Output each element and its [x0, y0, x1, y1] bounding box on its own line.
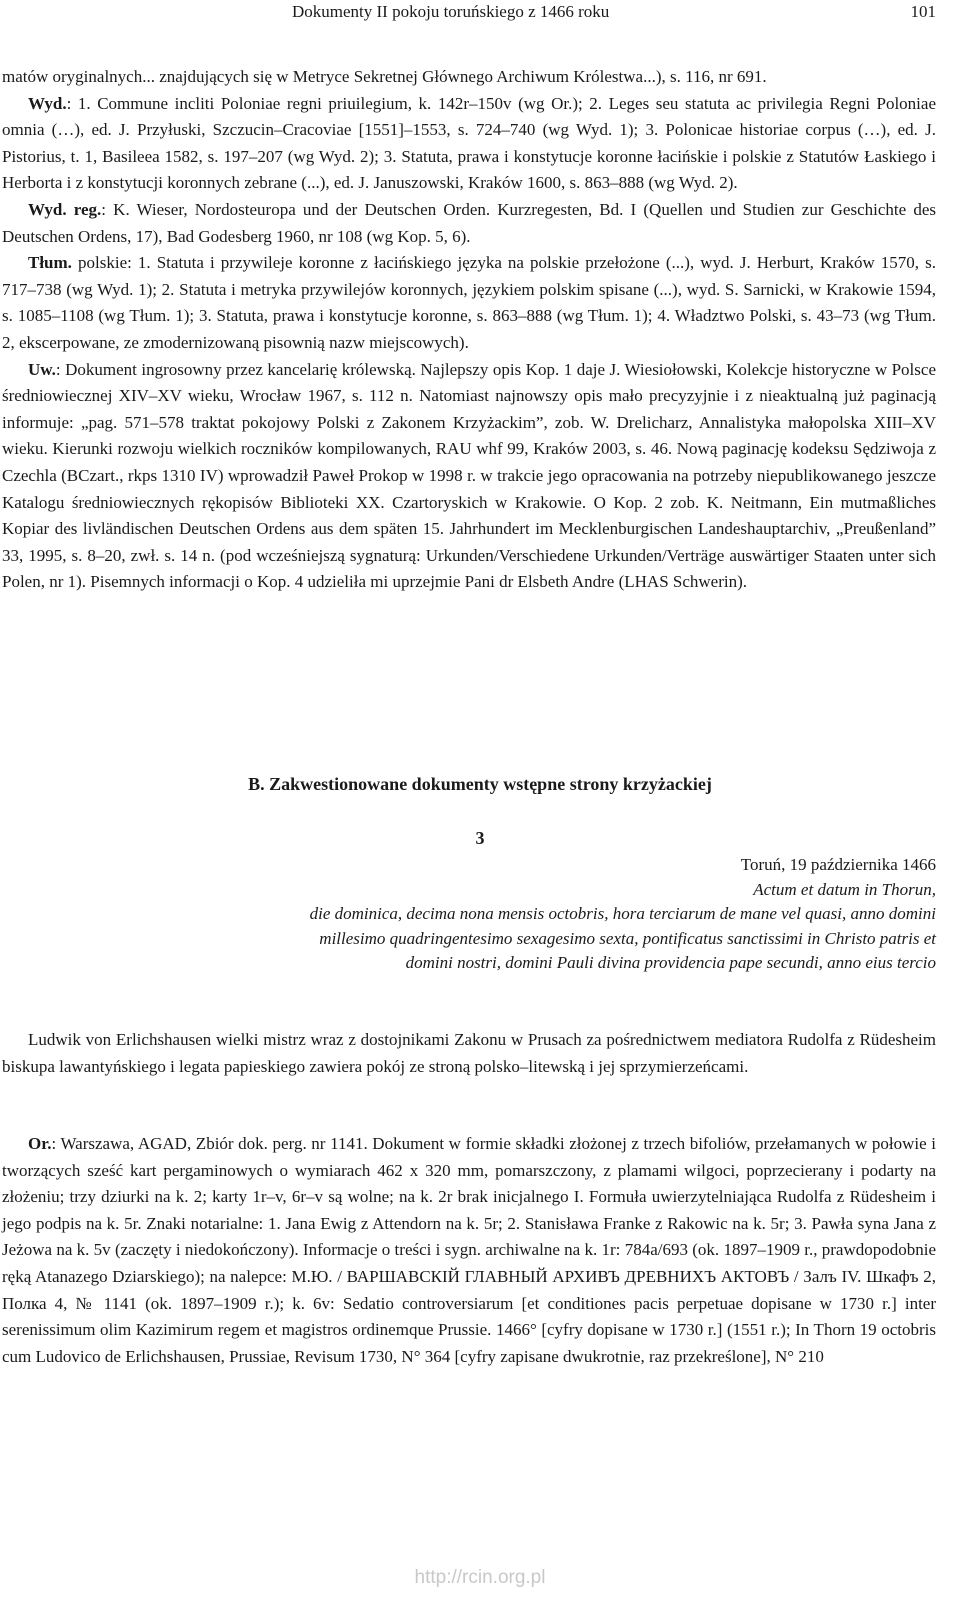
section-heading: B. Zakwestionowane dokumenty wstępne strony krzyżackiej: [248, 774, 712, 794]
translations-paragraph: [2, 250, 936, 356]
regesta-text: : K. Wieser, Nordosteuropa und der Deutschen Orden. Kurzregesten, Bd. I (Quellen und Studien zur Geschichte des Deutschen Ordens, 17), Bad Godesberg 1960, nr 108 (wg Kop. 5, 6).: [2, 199, 937, 246]
original-text: : Warszawa, AGAD, Zbiór dok. perg. nr 1141. Dokument w formie składki złożonej z trzech bifoliów, przełamanych w połowie i tworzących sześć kart pergaminowych o wymiarach 462 x 320 mm, pomarszczony, z plamami wilgoci, poprzecierany i podarty na złożeniu; trzy dziurki na k. 2; karty 1r–v, 6r–v są wolne; na k. 2r brak inicjalnego I. Formuła uwierzytelniająca Rudolfa z Rüdesheim i jego podpis na k. 5r. Znaki notarialne: 1. Jana Ewig z Attendorn na k. 5r; 2. Stanisława Franke z Rakowic na k. 5r; 3. Pawła syna Jana z Jeżowa na k. 5v (zaczęty i niedokończony). Informacje o treści i sygn. archiwalne na k. 1r: 784a/693 (ok. 1897–1909 r., prawdopodobnie ręką Atanazego Dziarskiego); na nalepce: М.Ю. / ВАРШАВСКІЙ ГЛАВНЫЙ АРХИВЪ ДРЕВНИХЪ АКТОВЪ / Залъ IV. Шкафъ 2, Полка 4, № 1141 (ok. 1897–1909 r.); k. 6v: Sedatio controversiarum [et conditiones pacis perpetuae dopisane w 1730 r.] inter serenissimum olim Kazimirum regem et magistros ordinemque Prussie. 1466° [cyfry dopisane w 1730 r.] (1551 r.); In Thorn 19 octobris cum Ludovico de Erlichshausen, Prussiae, Revisum 1730, N° 364 [cyfry zapisane dwukrotnie, raz przekreślone], N° 210: [2, 1134, 936, 1366]
running-title: Dokumenty II pokoju toruńskiego z 1466 roku: [292, 2, 610, 21]
dating-block: [76, 853, 936, 976]
original-label: Or.: [28, 1134, 52, 1153]
regest-block: [2, 1027, 936, 1080]
remarks-text: : Dokument ingrosowny przez kancelarię królewską. Najlepszy opis Kop. 1 daje J. Wiesiołowski, Kolekcje historyczne w Polsce średniowiecznej XIV–XV wieku, Wrocław 1967, s. 112 n. Natomiast najnowszy opis mało precyzyjnie i z nieaktualną już paginacją informuje: „pag. 571–578 traktat pokojowy Polski z Zakonem Krzyżackim”, zob. W. Drelicharz, Annalistyka małopolska XIII–XV wieku. Kierunki rozwoju wielkich roczników kompilowanych, RAU whf 99, Kraków 2003, s. 46. Nową paginację kodeksu Sędziwoja z Czechla (BCzart., rkps 1310 IV) wprowadził Paweł Prokop w 1998 r. w trakcie jego opracowania na potrzeby niepublikowanego jeszcze Katalogu średniowiecznych rękopisów Biblioteki XX. Czartoryskich w Krakowie. O Kop. 2 zob. K. Neitmann, Ein mutmaßliches Kopiar des livländischen Deutschen Ordens aus dem späten 15. Jahrhundert im Mecklenburgischen Landeshauptarchiv, „Preußenland” 33, 1995, s. 8–20, zwł. s. 14 n. (pod wcześniejszą sygnaturą: Urkunden/Verschiedene Urkunden/Verträge auswärtiger Staaten unter sich Polen, nr 1). Pisemnych informacji o Kop. 4 udzieliła mi uprzejmie Pani dr Elsbeth Andre (LHAS Schwerin).: [2, 359, 936, 592]
regesta-paragraph: [2, 197, 936, 250]
apparatus: [2, 64, 936, 596]
watermark-url: http://rcin.org.pl: [414, 1567, 546, 1588]
editions-text: : 1. Commune incliti Poloniae regni priuilegium, k. 142r–150v (wg Or.); 2. Leges seu statuta ac privilegia Regni Poloniae omnia (…), ed. J. Przyłuski, Szczucin–Cracoviae [1551]–1553, s. 724–740 (wg Wyd. 1); 3. Polonicae historiae corpus (…), ed. J. Pistorius, t. 1, Basileea 1582, s. 197–207 (wg Wyd. 2); 3. Statuta, prawa i konstytucje koronne łacińskie i polskie z Statutów Łaskiego i Herborta i z konstytucji koronnych zebrane (...), ed. J. Januszowski, Kraków 1600, s. 863–888 (wg Wyd. 2).: [2, 93, 936, 193]
remarks-label: Uw.: [28, 359, 56, 379]
place-date: Toruń, 19 października 1466: [740, 855, 936, 874]
translations-text: polskie: 1. Statuta i przywileje koronne z łacińskiego języka na polskie przełożone (...), wyd. J. Herburt, Kraków 1570, s. 717–738 (wg Wyd. 1); 2. Statuta i metryka przywilejów koronnych, językiem polskim spisane (...), wyd. S. Sarnicki, w Krakowie 1594, s. 1085–1108 (wg Tłum. 1); 3. Statuta, prawa i konstytucje koronne, s. 863–888 (wg Tłum. 1); 4. Władztwo Polski, s. 43–73 (wg Tłum. 2, ekscerpowane, ze zmodernizowaną pisownią nazw miejscowych).: [2, 253, 936, 352]
dating-line-3: millesimo quadringentesimo sexagesimo sexta, pontificatus sanctissimi in Christo patris et: [319, 928, 936, 948]
translations-label: Tłum.: [28, 253, 72, 273]
dating-line-1: Actum et datum in Thorun,: [753, 879, 936, 899]
dating-line-4: domini nostri, domini Pauli divina providencia pape secundi, anno eius tercio: [405, 953, 936, 972]
regest: Ludwik von Erlichshausen wielki mistrz wraz z dostojnikami Zakonu w Prusach za pośrednictwem mediatora Rudolfa z Rüdesheim biskupa lawantyńskiego i legata papieskiego zawiera pokój ze stroną polsko–litewską i jej sprzymierzeńcami.: [2, 1030, 936, 1076]
editions-paragraph: [2, 91, 936, 197]
dating-line-2: die dominica, decima nona mensis octobris, hora terciarum de mane vel quasi, anno domini: [309, 904, 936, 923]
running-header: [0, 0, 960, 30]
document-number: 3: [475, 828, 485, 848]
page-number: 101: [910, 2, 936, 21]
apparatus-continuation: matów oryginalnych... znajdujących się w Metryce Sekretnej Głównego Archiwum Królestwa...), s. 116, nr 691.: [2, 67, 767, 86]
original-description: [2, 1131, 936, 1370]
regesta-label: Wyd. reg.: [28, 199, 102, 219]
editions-label: Wyd.: [28, 93, 67, 113]
remarks-paragraph: [2, 357, 936, 596]
description-block: [2, 1131, 936, 1370]
